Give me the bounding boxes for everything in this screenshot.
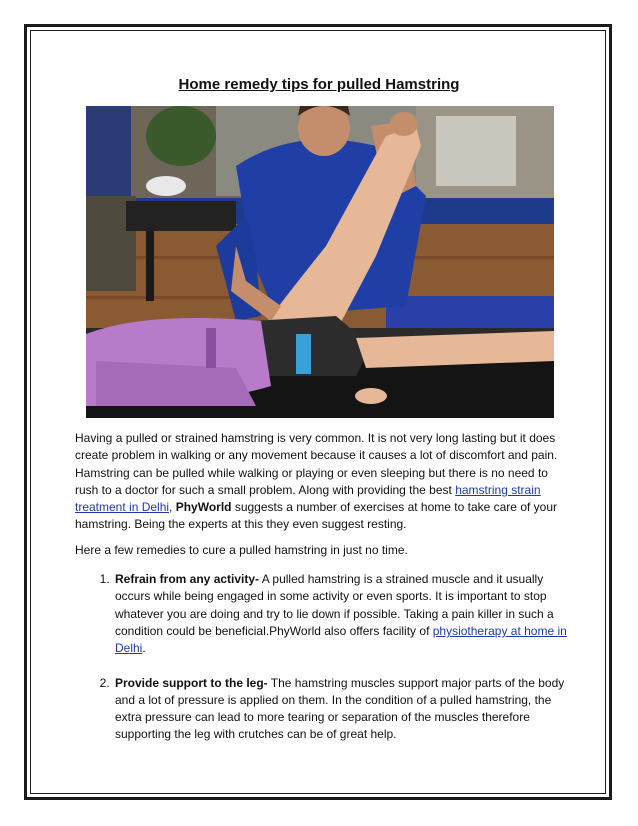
remedy-heading: Provide support to the leg- <box>115 675 268 690</box>
intro-text-c: suggests a number of exercises at home to take care of your hamstring. Being the experts at this they even suggest resting. <box>75 500 557 532</box>
article-body <box>75 430 567 761</box>
remedy-text: A pulled hamstring is a strained muscle and it usually occurs while being engaged in some activity or even sports. It is important to stop whatever you are doing and try to lie down if possible. Taking a pain killer in such a condition could be beneficial.PhyWorld also offers facility of <box>115 572 554 638</box>
page-title: Home remedy tips for pulled Hamstring <box>178 76 460 93</box>
list-item <box>113 571 567 657</box>
intro-text-a: Having a pulled or strained hamstring is very common. It is not very long lasting but it does create problem in walking or any movement because it causes a lot of discomfort and pain. Hamstring can be pulled while walking or playing or even sleeping but there is no need to rush to a doctor for such a small problem. Along with providing the best <box>75 431 558 497</box>
remedy-heading: Refrain from any activity- <box>115 572 260 587</box>
list-item <box>113 675 567 744</box>
intro-text-b: , <box>169 500 176 515</box>
hamstring-treatment-link[interactable]: hamstring strain treatment in Delhi <box>75 482 541 515</box>
intro-paragraph <box>75 430 567 534</box>
remedies-intro: Here a few remedies to cure a pulled hamstring in just no time. <box>75 542 408 557</box>
remedy-text-end: . <box>142 641 146 656</box>
remedies-list <box>75 571 567 744</box>
brand-name: PhyWorld <box>175 500 232 515</box>
hamstring-stretch-photo <box>86 106 554 418</box>
physiotherapy-link[interactable]: physiotherapy at home in Delhi <box>115 623 567 656</box>
remedy-text: The hamstring muscles support major parts of the body and a lot of pressure is applied on them. In the condition of a pulled hamstring, the extra pressure can lead to more tearing or separation of the muscles therefore supporting the leg with crutches can be of great help. <box>115 675 565 742</box>
